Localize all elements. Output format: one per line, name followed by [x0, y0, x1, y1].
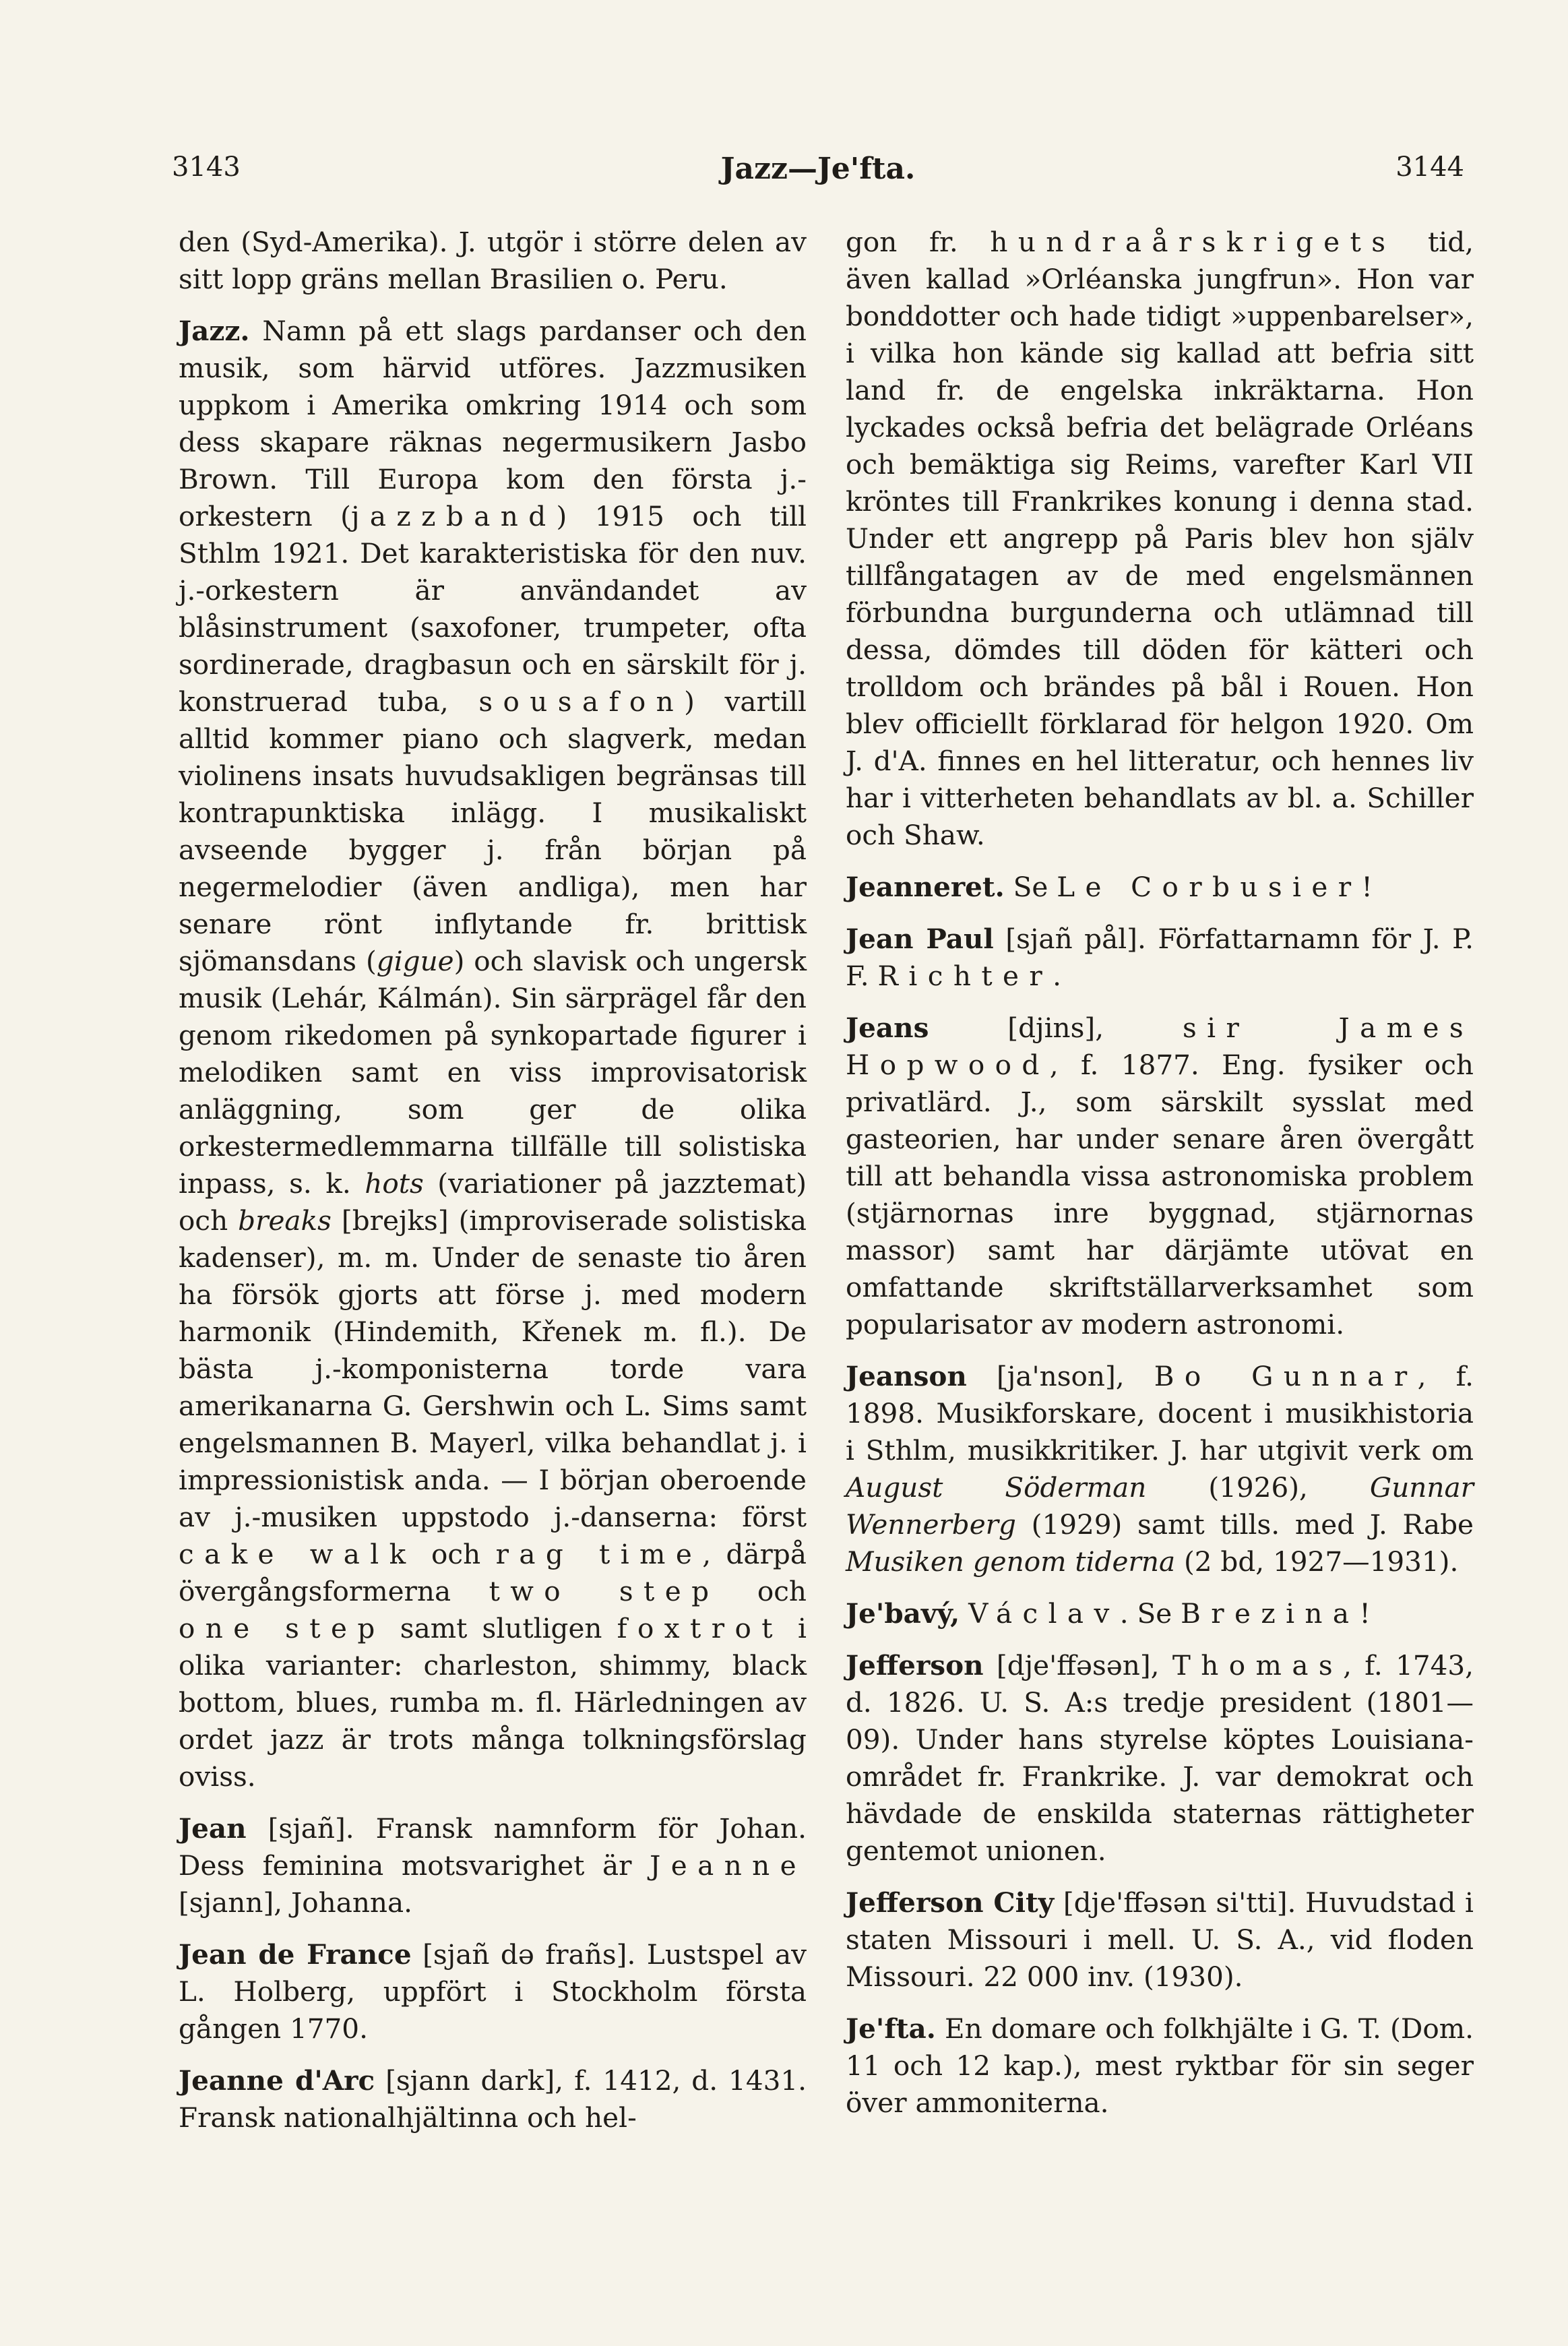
page-number-right: 3144: [1395, 152, 1464, 183]
entry-jebavy: Je'bavý, Václav. Se Brezina!: [846, 1597, 1371, 1630]
entry-continuation: den (Syd-Amerika). J. utgör i större delen av sitt lopp gräns mellan Brasilien o. Peru.: [179, 226, 807, 295]
entry-jeanson: Jeanson [ja'nson], Bo Gunnar, f. 1898. Musikforskare, docent i musikhistoria i Sthlm, musikkritiker. J. har utgivit verk om August Söderman (1926), Gunnar Wennerberg (1929) samt tills. med J. Rabe Musiken genom tiderna (2 bd, 1927—1931).: [846, 1360, 1474, 1578]
headword: Jeanne d'Arc: [179, 2064, 375, 2097]
entry-jefta: Je'fta. En domare och folkhjälte i G. T. (Dom. 11 och 12 kap.), mest ryktbar för sin seger över ammoniterna.: [846, 2012, 1474, 2119]
entry-jefferson-city: Jefferson City [dje'ffəsən si'tti]. Huvudstad i staten Missouri i mell. U. S. A., vid floden Missouri. 22 000 inv. (1930).: [846, 1886, 1474, 1993]
headword: Je'fta.: [846, 2012, 936, 2045]
left-column: [179, 224, 807, 2151]
headword: Jean de France: [179, 1938, 412, 1971]
headword: Jean: [179, 1812, 247, 1845]
entry-jazz: Jazz. Namn på ett slags pardanser och den musik, som härvid utföres. Jazzmusiken uppkom i Amerika omkring 1914 och som dess skapare räknas negermusikern Jasbo Brown. Till Europa kom den första j.-orkestern (jazzband) 1915 och till Sthlm 1921. Det karakteristiska för den nuv. j.-orkestern är användandet av blåsinstrument (saxofoner, trumpeter, ofta sordinerade, dragbasun och en särskilt för j. konstruerad tuba, sousafon) vartill alltid kommer piano och slagverk, medan violinens insats huvudsakligen begränsas till kontrapunktiska inlägg. I musikaliskt avseende bygger j. från början på negermelodier (även andliga), men har senare rönt inflytande fr. brittisk sjömansdans (gigue) och slavisk och ungersk musik (Lehár, Kálmán). Sin särprägel får den genom rikedomen på synkopartade figurer i melodiken samt en viss improvisatorisk anläggning, som ger de olika orkestermedlemmarna tillfälle till solistiska inpass, s. k. hots (variationer på jazztemat) och breaks [brejks] (improviserade solistiska kadenser), m. m. Under de senaste tio åren ha försök gjorts att förse j. med modern harmonik (Hindemith, Křenek m. fl.). De bästa j.-komponisterna torde vara amerikanarna G. Gershwin och L. Sims samt engelsmannen B. Mayerl, vilka behandlat j. i impressionistisk anda. — I början oberoende av j.-musiken uppstodo j.-danserna: först cake walk och rag time, därpå övergångsformerna two step och one step samt slutligen foxtrot i olika varianter: charleston, shimmy, black bottom, blues, rumba m. fl. Härledningen av ordet jazz är trots många tolkningsförslag oviss.: [179, 315, 807, 1793]
entry-jean-de-france: Jean de France [sjañ də frañs]. Lustspel av L. Holberg, uppfört i Stockholm första gången 1770.: [179, 1938, 807, 2045]
headword: Jazz.: [179, 315, 250, 347]
entry-jefferson: Jefferson [dje'ffəsən], Thomas, f. 1743, d. 1826. U. S. A:s tredje president (1801—09). Under hans styrelse köptes Louisiana-området fr. Frankrike. J. var demokrat och hävdade de enskilda staternas rättigheter gentemot unionen.: [846, 1649, 1474, 1867]
headword: Jeans: [846, 1012, 929, 1044]
entry-jeanneret: Jeanneret. Se Le Corbusier!: [846, 871, 1373, 903]
running-title: Jazz—Je'fta.: [720, 152, 916, 186]
page-number-left: 3143: [172, 152, 241, 183]
right-column: [846, 224, 1474, 2136]
entry-jean-paul: Jean Paul [sjañ pål]. Författarnamn för J. P. F. Richter.: [846, 923, 1474, 992]
entry-jean: Jean [sjañ]. Fransk namnform för Johan. Dess feminina motsvarighet är Jeanne [sjann], Johanna.: [179, 1812, 807, 1919]
entry-jeanne-darc: Jeanne d'Arc [sjann dark], f. 1412, d. 1431. Fransk nationalhjältinna och hel-: [179, 2064, 807, 2134]
page-header: [172, 152, 1464, 199]
entry-jeans: Jeans [djins], sir James Hopwood, f. 1877. Eng. fysiker och privatlärd. J., som särskilt sysslat med gasteorien, har under senare åren övergått till att behandla vissa astronomiska problem (stjärnornas inre byggnad, stjärnornas massor) samt har därjämte utövat en omfattande skriftställarverksamhet som popularisator av modern astronomi.: [846, 1012, 1474, 1340]
headword: Je'bavý,: [846, 1597, 960, 1630]
headword: Jean Paul: [846, 923, 994, 955]
headword: Jeanneret.: [846, 871, 1005, 903]
headword: Jefferson City: [846, 1886, 1055, 1919]
headword: Jefferson: [846, 1649, 984, 1681]
headword: Jeanson: [846, 1360, 967, 1392]
entry-jeanne-darc-continued: gon fr. hundraårskrigets tid, även kallad »Orléanska jungfrun». Hon var bonddotter och hade tidigt »uppenbarelser», i vilka hon kände sig kallad att befria sitt land fr. de engelska inkräktarna. Hon lyckades också befria det belägrade Orléans och bemäktiga sig Reims, varefter Karl VII kröntes till Frankrikes konung i denna stad. Under ett angrepp på Paris blev hon själv tillfångatagen av de med engelsmännen förbundna burgunderna och utlämnad till dessa, dömdes till döden för kätteri och trolldom och brändes på bål i Rouen. Hon blev officiellt förklarad för helgon 1920. Om J. d'A. finnes en hel litteratur, och hennes liv har i vitterheten behandlats av bl. a. Schiller och Shaw.: [846, 226, 1474, 851]
